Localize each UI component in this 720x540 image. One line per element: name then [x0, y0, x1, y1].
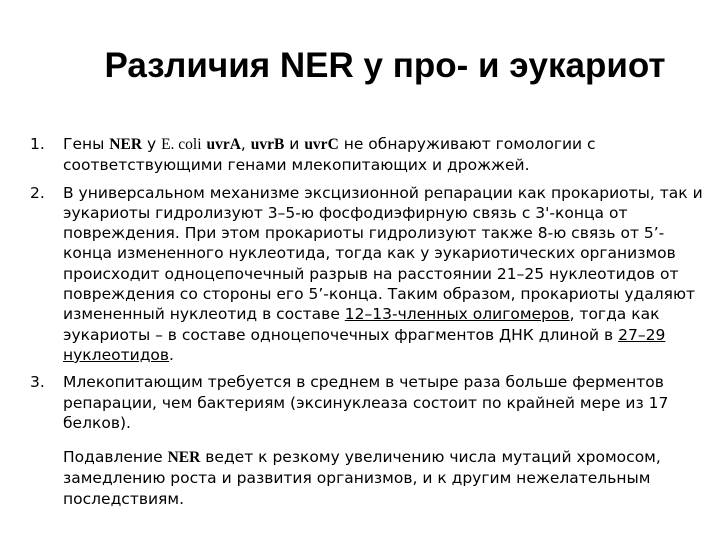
- list-item-3: [26, 372, 706, 433]
- term-ecoli: E. coli: [161, 136, 202, 153]
- gene-uvrb: uvrB: [250, 136, 285, 153]
- item-number: 2.: [30, 183, 45, 202]
- text-span: .: [169, 345, 174, 364]
- text-span: Гены: [63, 135, 110, 153]
- text-span: В универсальном механизме эксцизионной репарации как прокариоты, так и эукариоты гидролизуют 3–5-ю фосфодиэфирную связь с 3'-конца от повреждения. При этом прокариоты гидролизуют также 8-ю связь от 5’-конца измененного нуклеотида, тогда как у эукариотических организмов происходит одноцепочечный разрыв на расстоянии 21–25 нуклеотидов от повреждения со стороны его 5’-конца. Таким образом, прокариоты удаляют измененный нуклеотид в составе: [63, 183, 703, 324]
- item-number: 1.: [30, 135, 45, 153]
- text-span: ведет к резкому увеличению числа мутаций хромосом, замедлению роста и развития организмов, и к другим нежелательным последствиям.: [63, 448, 661, 508]
- text-span: , тогда как эукариоты – в составе одноцепочечных фрагментов ДНК длиной в: [63, 305, 660, 344]
- item-number: 3.: [30, 373, 45, 392]
- term-ner: NER: [109, 136, 143, 153]
- term-ner: NER: [167, 449, 201, 467]
- slide-title: Различия NER у про- и эукариот: [104, 46, 666, 85]
- content-list: [26, 134, 706, 509]
- link-oligomers[interactable]: 12–13-членных олигомеров: [344, 305, 570, 324]
- text-span: у: [142, 135, 162, 153]
- text-span: Подавление: [63, 448, 168, 467]
- text-span: ,: [240, 135, 251, 153]
- text-span: не обнаруживают гомологии с соответствующими генами млекопитающих и дрожжей.: [63, 135, 596, 175]
- list-item-1: [26, 134, 706, 176]
- ner-suppression-paragraph: [26, 447, 706, 509]
- gene-uvrc: uvrC: [304, 136, 339, 153]
- text-span: и: [284, 135, 305, 153]
- link-nucleotides[interactable]: 27–29 нуклеотидов: [63, 325, 666, 364]
- list-item-2: [26, 183, 706, 366]
- gene-uvra: uvrA: [206, 136, 241, 153]
- text-span: Млекопитающим требуется в среднем в четыре раза больше ферментов репарации, чем бактериям (эксинуклеаза состоит по крайней мере из 17 белков).: [63, 373, 669, 432]
